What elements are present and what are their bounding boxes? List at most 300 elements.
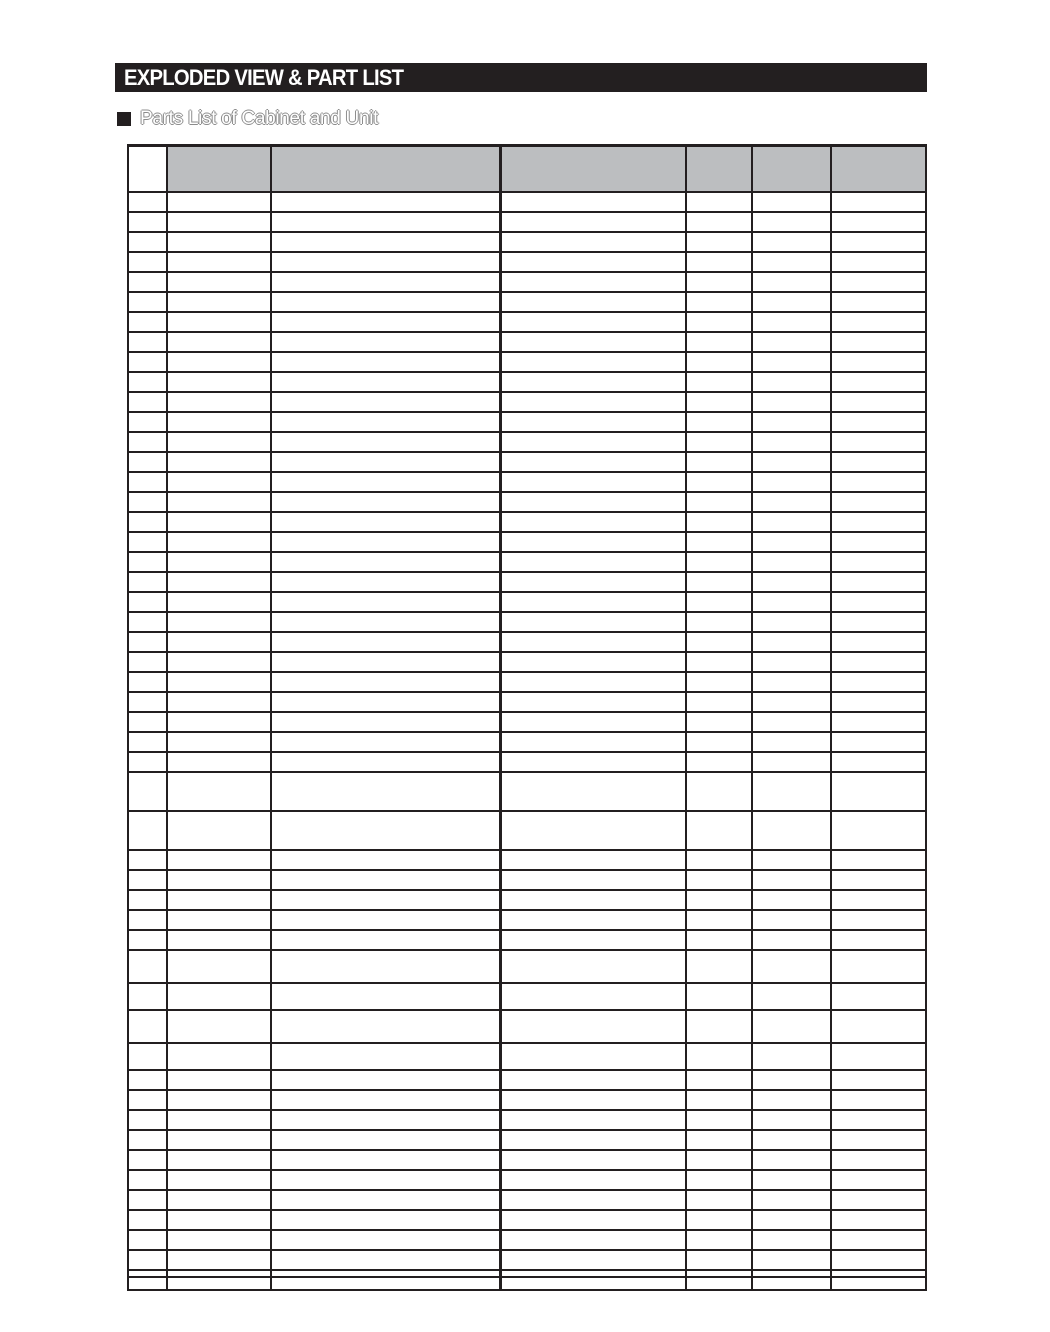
sa-cell (752, 1270, 831, 1290)
remark-cell (831, 212, 926, 232)
specification-cell (500, 1150, 686, 1170)
table-row (128, 312, 926, 332)
code-cell (167, 1130, 271, 1150)
table-row (128, 850, 926, 870)
sa-cell (752, 472, 831, 492)
no-cell (128, 532, 167, 552)
remark-cell (831, 1230, 926, 1250)
specification-cell (500, 692, 686, 712)
qty-cell (686, 1250, 752, 1270)
specification-cell (500, 1110, 686, 1130)
table-row (128, 692, 926, 712)
header-cell-sa (752, 146, 831, 193)
remark-cell (831, 292, 926, 312)
no-cell (128, 592, 167, 612)
qty-cell (686, 930, 752, 950)
qty-cell (686, 1150, 752, 1170)
no-cell (128, 672, 167, 692)
qty-cell (686, 492, 752, 512)
no-cell (128, 910, 167, 930)
description-cell (271, 672, 500, 692)
remark-cell (831, 252, 926, 272)
specification-cell (500, 1130, 686, 1150)
qty-cell (686, 512, 752, 532)
description-cell (271, 1190, 500, 1210)
code-cell (167, 850, 271, 870)
description-cell (271, 252, 500, 272)
qty-cell (686, 652, 752, 672)
remark-cell (831, 1250, 926, 1270)
description-cell (271, 1043, 500, 1070)
sa-cell (752, 352, 831, 372)
table-row (128, 1170, 926, 1190)
remark-cell (831, 312, 926, 332)
code-cell (167, 1010, 271, 1043)
code-cell (167, 712, 271, 732)
sa-cell (752, 212, 831, 232)
description-cell (271, 552, 500, 572)
specification-cell (500, 612, 686, 632)
qty-cell (686, 432, 752, 452)
specification-cell (500, 452, 686, 472)
table-row (128, 1190, 926, 1210)
sa-cell (752, 452, 831, 472)
qty-cell (686, 1270, 752, 1290)
remark-cell (831, 372, 926, 392)
no-cell (128, 950, 167, 983)
code-cell (167, 752, 271, 772)
no-cell (128, 652, 167, 672)
no-cell (128, 752, 167, 772)
header-cell-description (271, 146, 500, 193)
specification-cell (500, 1043, 686, 1070)
table-bottom-rule (127, 1276, 925, 1278)
qty-cell (686, 1043, 752, 1070)
no-cell (128, 1070, 167, 1090)
parts-table-body (128, 192, 926, 1290)
specification-cell (500, 890, 686, 910)
description-cell (271, 752, 500, 772)
remark-cell (831, 1070, 926, 1090)
table-row (128, 930, 926, 950)
code-cell (167, 512, 271, 532)
remark-cell (831, 652, 926, 672)
no-cell (128, 1110, 167, 1130)
description-cell (271, 232, 500, 252)
no-cell (128, 712, 167, 732)
no-cell (128, 1043, 167, 1070)
no-cell (128, 1130, 167, 1150)
sa-cell (752, 532, 831, 552)
sa-cell (752, 1250, 831, 1270)
specification-cell (500, 492, 686, 512)
qty-cell (686, 332, 752, 352)
remark-cell (831, 232, 926, 252)
no-cell (128, 272, 167, 292)
description-cell (271, 372, 500, 392)
description-cell (271, 712, 500, 732)
description-cell (271, 572, 500, 592)
table-row (128, 772, 926, 811)
description-cell (271, 352, 500, 372)
no-cell (128, 572, 167, 592)
sa-cell (752, 890, 831, 910)
specification-cell (500, 930, 686, 950)
code-cell (167, 392, 271, 412)
specification-cell (500, 632, 686, 652)
code-cell (167, 352, 271, 372)
specification-cell (500, 870, 686, 890)
code-cell (167, 592, 271, 612)
sa-cell (752, 1230, 831, 1250)
code-cell (167, 1270, 271, 1290)
sa-cell (752, 412, 831, 432)
table-row (128, 272, 926, 292)
code-cell (167, 1150, 271, 1170)
table-row (128, 552, 926, 572)
remark-cell (831, 1130, 926, 1150)
table-row (128, 1090, 926, 1110)
table-row (128, 412, 926, 432)
description-cell (271, 492, 500, 512)
description-cell (271, 472, 500, 492)
sa-cell (752, 811, 831, 850)
qty-cell (686, 1070, 752, 1090)
table-header-row (128, 146, 926, 193)
table-row (128, 1210, 926, 1230)
code-cell (167, 692, 271, 712)
remark-cell (831, 983, 926, 1010)
qty-cell (686, 752, 752, 772)
code-cell (167, 412, 271, 432)
qty-cell (686, 1010, 752, 1043)
remark-cell (831, 432, 926, 452)
no-cell (128, 983, 167, 1010)
remark-cell (831, 592, 926, 612)
table-row (128, 432, 926, 452)
description-cell (271, 292, 500, 312)
no-cell (128, 1270, 167, 1290)
remark-cell (831, 950, 926, 983)
code-cell (167, 1250, 271, 1270)
subsection-title: Parts List of Cabinet and Unit (140, 108, 379, 129)
no-cell (128, 412, 167, 432)
description-cell (271, 632, 500, 652)
table-row (128, 632, 926, 652)
sa-cell (752, 332, 831, 352)
sa-cell (752, 672, 831, 692)
remark-cell (831, 850, 926, 870)
sa-cell (752, 292, 831, 312)
qty-cell (686, 1170, 752, 1190)
qty-cell (686, 352, 752, 372)
qty-cell (686, 532, 752, 552)
specification-cell (500, 412, 686, 432)
remark-cell (831, 352, 926, 372)
specification-cell (500, 312, 686, 332)
specification-cell (500, 572, 686, 592)
qty-cell (686, 1090, 752, 1110)
code-cell (167, 572, 271, 592)
qty-cell (686, 552, 752, 572)
qty-cell (686, 372, 752, 392)
description-cell (271, 950, 500, 983)
no-cell (128, 452, 167, 472)
no-cell (128, 1190, 167, 1210)
description-cell (271, 1130, 500, 1150)
sa-cell (752, 910, 831, 930)
qty-cell (686, 983, 752, 1010)
specification-cell (500, 1270, 686, 1290)
qty-cell (686, 292, 752, 312)
description-cell (271, 1070, 500, 1090)
specification-cell (500, 672, 686, 692)
no-cell (128, 292, 167, 312)
no-cell (128, 732, 167, 752)
code-cell (167, 472, 271, 492)
table-row (128, 1270, 926, 1290)
square-bullet-icon (117, 112, 131, 126)
code-cell (167, 1110, 271, 1130)
qty-cell (686, 392, 752, 412)
specification-cell (500, 1090, 686, 1110)
description-cell (271, 910, 500, 930)
description-cell (271, 332, 500, 352)
sa-cell (752, 1043, 831, 1070)
table-row (128, 612, 926, 632)
remark-cell (831, 712, 926, 732)
no-cell (128, 312, 167, 332)
qty-cell (686, 1130, 752, 1150)
specification-cell (500, 983, 686, 1010)
qty-cell (686, 811, 752, 850)
no-cell (128, 811, 167, 850)
sa-cell (752, 552, 831, 572)
description-cell (271, 432, 500, 452)
no-cell (128, 1250, 167, 1270)
table-row (128, 352, 926, 372)
table-row (128, 1043, 926, 1070)
sa-cell (752, 850, 831, 870)
description-cell (271, 1270, 500, 1290)
sa-cell (752, 1090, 831, 1110)
description-cell (271, 811, 500, 850)
table-row (128, 652, 926, 672)
code-cell (167, 452, 271, 472)
remark-cell (831, 272, 926, 292)
no-cell (128, 850, 167, 870)
qty-cell (686, 452, 752, 472)
description-cell (271, 412, 500, 432)
description-cell (271, 1230, 500, 1250)
specification-cell (500, 332, 686, 352)
remark-cell (831, 1043, 926, 1070)
description-cell (271, 1210, 500, 1230)
specification-cell (500, 472, 686, 492)
sa-cell (752, 612, 831, 632)
code-cell (167, 811, 271, 850)
table-row (128, 983, 926, 1010)
description-cell (271, 1170, 500, 1190)
remark-cell (831, 552, 926, 572)
no-cell (128, 632, 167, 652)
qty-cell (686, 572, 752, 592)
no-cell (128, 252, 167, 272)
header-cell-qty (686, 146, 752, 193)
sa-cell (752, 870, 831, 890)
remark-cell (831, 890, 926, 910)
sa-cell (752, 232, 831, 252)
qty-cell (686, 850, 752, 870)
specification-cell (500, 752, 686, 772)
sa-cell (752, 312, 831, 332)
table-row (128, 372, 926, 392)
specification-cell (500, 1250, 686, 1270)
qty-cell (686, 890, 752, 910)
no-cell (128, 392, 167, 412)
code-cell (167, 312, 271, 332)
sa-cell (752, 652, 831, 672)
qty-cell (686, 950, 752, 983)
header-cell-remark (831, 146, 926, 193)
code-cell (167, 870, 271, 890)
description-cell (271, 870, 500, 890)
code-cell (167, 232, 271, 252)
description-cell (271, 532, 500, 552)
description-cell (271, 312, 500, 332)
remark-cell (831, 192, 926, 212)
code-cell (167, 1190, 271, 1210)
sa-cell (752, 692, 831, 712)
no-cell (128, 612, 167, 632)
remark-cell (831, 752, 926, 772)
code-cell (167, 612, 271, 632)
specification-cell (500, 432, 686, 452)
code-cell (167, 1170, 271, 1190)
code-cell (167, 1090, 271, 1110)
table-row (128, 512, 926, 532)
remark-cell (831, 632, 926, 652)
specification-cell (500, 192, 686, 212)
sa-cell (752, 272, 831, 292)
sa-cell (752, 512, 831, 532)
specification-cell (500, 392, 686, 412)
sa-cell (752, 572, 831, 592)
specification-cell (500, 252, 686, 272)
sa-cell (752, 372, 831, 392)
no-cell (128, 1230, 167, 1250)
table-row (128, 1230, 926, 1250)
no-cell (128, 492, 167, 512)
description-cell (271, 890, 500, 910)
description-cell (271, 1150, 500, 1170)
no-cell (128, 870, 167, 890)
no-cell (128, 930, 167, 950)
no-cell (128, 552, 167, 572)
description-cell (271, 772, 500, 811)
table-row (128, 1110, 926, 1130)
remark-cell (831, 612, 926, 632)
remark-cell (831, 672, 926, 692)
header-cell-no (128, 146, 167, 193)
code-cell (167, 950, 271, 983)
table-row (128, 890, 926, 910)
code-cell (167, 1210, 271, 1230)
table-row (128, 492, 926, 512)
specification-cell (500, 811, 686, 850)
qty-cell (686, 910, 752, 930)
qty-cell (686, 1230, 752, 1250)
code-cell (167, 552, 271, 572)
table-row (128, 332, 926, 352)
remark-cell (831, 412, 926, 432)
sa-cell (752, 930, 831, 950)
qty-cell (686, 732, 752, 752)
qty-cell (686, 1210, 752, 1230)
table-row (128, 232, 926, 252)
specification-cell (500, 712, 686, 732)
specification-cell (500, 1070, 686, 1090)
no-cell (128, 192, 167, 212)
qty-cell (686, 232, 752, 252)
code-cell (167, 672, 271, 692)
qty-cell (686, 692, 752, 712)
no-cell (128, 1150, 167, 1170)
qty-cell (686, 612, 752, 632)
sa-cell (752, 392, 831, 412)
specification-cell (500, 1210, 686, 1230)
qty-cell (686, 870, 752, 890)
sa-cell (752, 1170, 831, 1190)
code-cell (167, 492, 271, 512)
code-cell (167, 930, 271, 950)
remark-cell (831, 692, 926, 712)
code-cell (167, 890, 271, 910)
remark-cell (831, 572, 926, 592)
no-cell (128, 1010, 167, 1043)
qty-cell (686, 272, 752, 292)
description-cell (271, 592, 500, 612)
page-title: EXPLODED VIEW & PART LIST (124, 65, 404, 90)
code-cell (167, 1043, 271, 1070)
qty-cell (686, 412, 752, 432)
sa-cell (752, 632, 831, 652)
section-title-bar (115, 63, 927, 92)
table-row (128, 572, 926, 592)
code-cell (167, 983, 271, 1010)
specification-cell (500, 1170, 686, 1190)
no-cell (128, 772, 167, 811)
description-cell (271, 1010, 500, 1043)
no-cell (128, 1210, 167, 1230)
remark-cell (831, 472, 926, 492)
sa-cell (752, 712, 831, 732)
no-cell (128, 352, 167, 372)
table-row (128, 392, 926, 412)
specification-cell (500, 292, 686, 312)
remark-cell (831, 930, 926, 950)
description-cell (271, 692, 500, 712)
remark-cell (831, 1210, 926, 1230)
qty-cell (686, 592, 752, 612)
description-cell (271, 512, 500, 532)
description-cell (271, 652, 500, 672)
sa-cell (752, 1190, 831, 1210)
specification-cell (500, 372, 686, 392)
description-cell (271, 212, 500, 232)
specification-cell (500, 1230, 686, 1250)
remark-cell (831, 392, 926, 412)
